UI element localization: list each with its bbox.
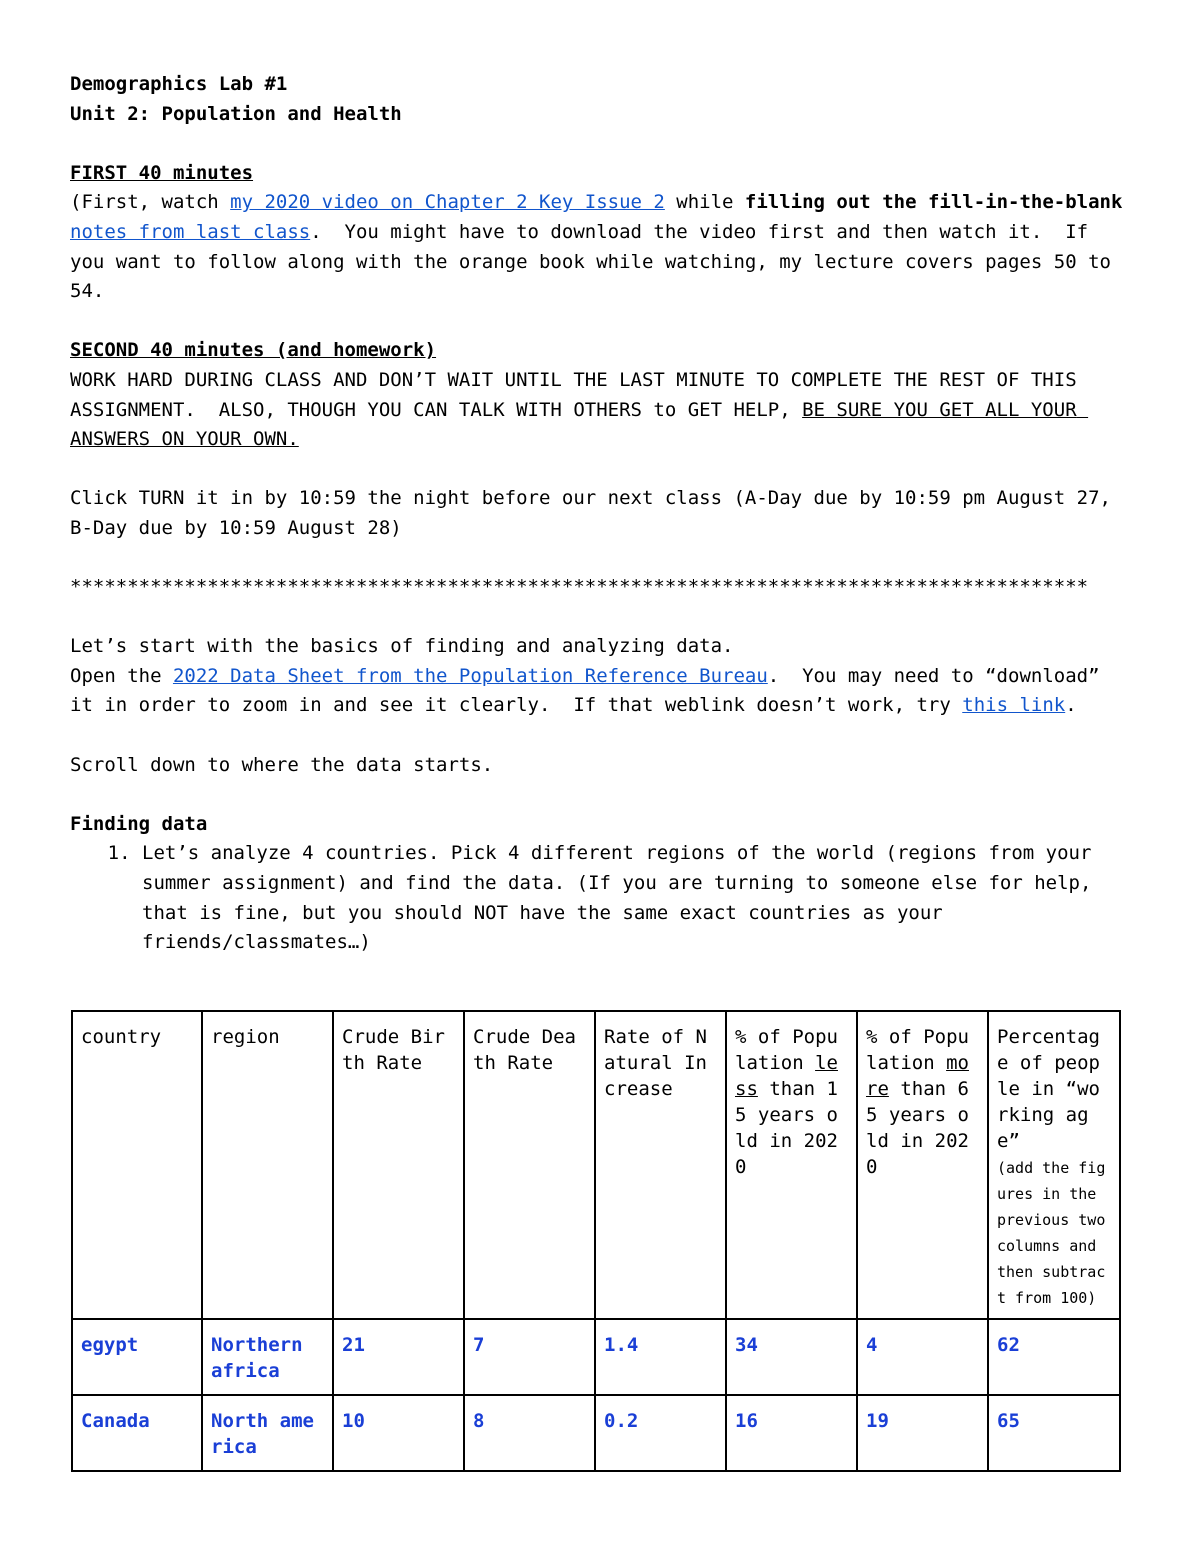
- cell-region[interactable]: North america: [202, 1395, 333, 1471]
- cell-cdr[interactable]: 8: [464, 1395, 595, 1471]
- cell-rni[interactable]: 1.4: [595, 1319, 726, 1395]
- scroll-instruction: Scroll down to where the data starts.: [70, 753, 494, 776]
- document-page: [70, 70, 1130, 958]
- cell-rni[interactable]: 0.2: [595, 1395, 726, 1471]
- doc-unit: Unit 2: Population and Health: [70, 102, 402, 125]
- cell-less15[interactable]: 16: [726, 1395, 857, 1471]
- list-item: 1. Let’s analyze 4 countries. Pick 4 different regions of the world (regions from your summer assignment) and find the data. (If you are turning to someone else for help, that is fine, but you should NOT have the same exact countries as your friends/classmates…): [142, 839, 1130, 957]
- steps-list: [70, 839, 1130, 957]
- notes-link[interactable]: notes from last class: [70, 220, 311, 243]
- header-working-age: Percentage of people in “working age” (add the figures in the previous two columns and then subtract from 100): [988, 1011, 1120, 1319]
- first-heading: FIRST 40 minutes: [70, 161, 254, 184]
- country-data-table: [71, 1010, 1121, 1472]
- cell-more65[interactable]: 19: [857, 1395, 988, 1471]
- cell-working[interactable]: 62: [988, 1319, 1120, 1395]
- separator: *****************************************************************************************: [70, 576, 1089, 599]
- header-natural-increase: Rate of Natural Increase: [595, 1011, 726, 1319]
- second-paragraph: WORK HARD DURING CLASS AND DON’T WAIT UNTIL THE LAST MINUTE TO COMPLETE THE REST OF THIS ASSIGNMENT. ALSO, THOUGH YOU CAN TALK WITH OTHERS to GET HELP, BE SURE YOU GET ALL YOUR ANSWERS ON YOUR OWN.: [70, 368, 1089, 451]
- turn-in-instructions: Click TURN it in by 10:59 the night before our next class (A-Day due by 10:59 pm August 27, B-Day due by 10:59 August 28): [70, 487, 1123, 539]
- cell-cdr[interactable]: 7: [464, 1319, 595, 1395]
- header-more-than-65: % of Population more than 65 years old in 2020: [857, 1011, 988, 1319]
- cell-country[interactable]: egypt: [72, 1319, 202, 1395]
- intro-paragraph: Open the 2022 Data Sheet from the Population Reference Bureau. You may need to “download” it in order to zoom in and see it clearly. If that weblink doesn’t work, try this link.: [70, 664, 1111, 717]
- cell-cbr[interactable]: 21: [333, 1319, 464, 1395]
- cell-less15[interactable]: 34: [726, 1319, 857, 1395]
- video-link[interactable]: my 2020 video on Chapter 2 Key Issue 2: [230, 191, 665, 214]
- header-region: region: [202, 1011, 333, 1319]
- data-sheet-link[interactable]: 2022 Data Sheet from the Population Reference Bureau: [172, 664, 768, 687]
- header-crude-death-rate: Crude Death Rate: [464, 1011, 595, 1319]
- cell-cbr[interactable]: 10: [333, 1395, 464, 1471]
- this-link[interactable]: this link: [962, 694, 1066, 717]
- second-heading: SECOND 40 minutes (and homework): [70, 339, 437, 362]
- cell-region[interactable]: Northern africa: [202, 1319, 333, 1395]
- intro-line: Let’s start with the basics of finding and analyzing data.: [70, 635, 734, 658]
- header-country: country: [72, 1011, 202, 1319]
- cell-more65[interactable]: 4: [857, 1319, 988, 1395]
- first-paragraph: (First, watch my 2020 video on Chapter 2 Key Issue 2 while filling out the fill-in-the-blank notes from last class. You might have to download the video first and then watch it. If you want to follow along with the orange book while watching, my lecture covers pages 50 to 54.: [70, 191, 1123, 303]
- finding-heading: Finding data: [70, 812, 208, 835]
- table-row: [72, 1395, 1120, 1471]
- cell-working[interactable]: 65: [988, 1395, 1120, 1471]
- working-age-note: (add the figures in the previous two columns and then subtract from 100): [997, 1159, 1106, 1307]
- doc-title: Demographics Lab #1: [70, 73, 288, 95]
- cell-country[interactable]: Canada: [72, 1395, 202, 1471]
- header-crude-birth-rate: Crude Birth Rate: [333, 1011, 464, 1319]
- table-row: [72, 1319, 1120, 1395]
- own-answers-note: BE SURE YOU GET ALL YOUR ANSWERS ON YOUR OWN.: [70, 398, 1089, 451]
- table-header-row: [72, 1011, 1120, 1319]
- header-less-than-15: % of Population less than 15 years old in 2020: [726, 1011, 857, 1319]
